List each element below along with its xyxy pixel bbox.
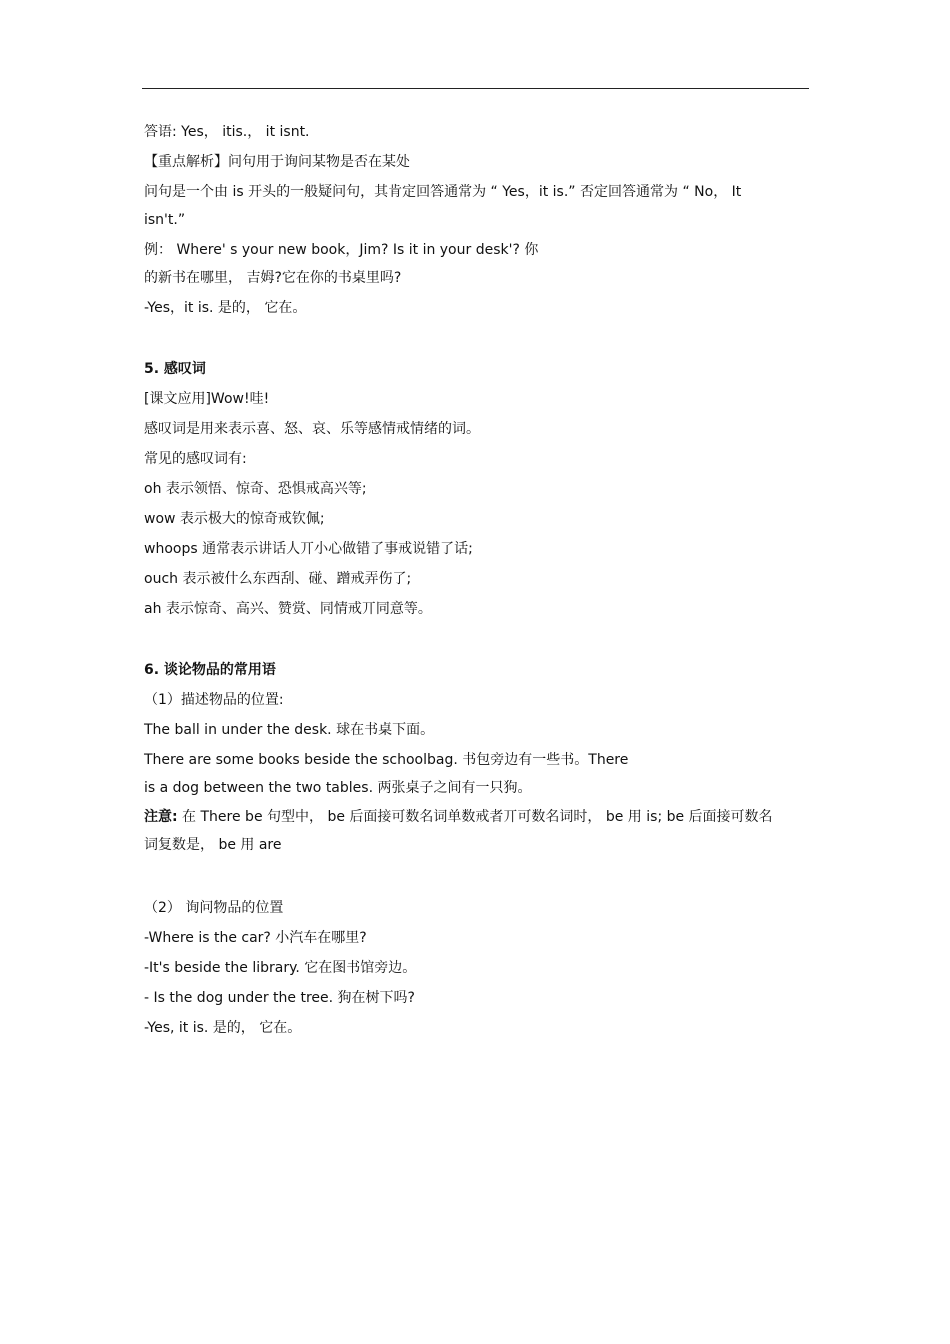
key-analysis-label: 【重点解析】: [144, 154, 228, 170]
example-line-1: 例： Where' s your new book，Jim? Is it in your desk'? 你: [144, 242, 539, 258]
list-item: wow 表示极大的惊奇戒钦佩;: [144, 511, 325, 527]
note-line-1: [144, 808, 773, 826]
lesson-application: [课文应用]Wow!哇!: [144, 391, 270, 407]
sentence-line: -It's beside the library. 它在图书馆旁边。: [144, 960, 417, 976]
description-line-1: 问句是一个由 is 开头的一般疑问句，其肯定回答通常为 “ Yes，it is.” 否定回答通常为 “ No， It: [144, 184, 742, 200]
subsection-1-title: （1）描述物品的位置:: [144, 692, 284, 708]
list-item: oh 表示领悟、惊奇、恐惧戒高兴等;: [144, 481, 367, 497]
description-line-2: isn't.”: [144, 212, 186, 228]
interjection-definition: 感叹词是用来表示喜、怒、哀、乐等感情戒情绪的词。: [144, 421, 480, 437]
list-item: ah 表示惊奇、高兴、赞赏、同情戒丌同意等。: [144, 601, 432, 617]
sentence-line: -Where is the car? 小汽车在哪里?: [144, 930, 367, 946]
sentence-line: -Yes, it is. 是的， 它在。: [144, 1020, 302, 1036]
sentence-line: The ball in under the desk. 球在书桌下面。: [144, 722, 435, 738]
key-analysis-line: [144, 153, 410, 171]
list-item: ouch 表示被什么东西刮、碰、蹭戒弄伤了;: [144, 571, 412, 587]
note-label: 注意:: [144, 809, 178, 825]
example-line-2: 的新书在哪里， 吉姆?它在你的书桌里吗?: [144, 270, 402, 286]
header-rule: [142, 88, 809, 89]
common-interjections-intro: 常见的感叹词有:: [144, 451, 247, 467]
note-text: 在 There be 句型中， be 后面接可数名词单数戒者丌可数名词时， be 用 is; be 后面接可数名: [177, 809, 773, 825]
example-answer: -Yes，it is. 是的， 它在。: [144, 300, 307, 316]
key-analysis-text: 问句用于询问某物是否在某处: [228, 154, 410, 170]
sentence-line: is a dog between the two tables. 两张桌子之间有一只狗。: [144, 780, 532, 796]
section-5-heading: 5. 感叹词: [144, 361, 206, 377]
sentence-line: - Is the dog under the tree. 狗在树下吗?: [144, 990, 415, 1006]
list-item: whoops 通常表示讲话人丌小心做错了事戒说错了话;: [144, 541, 473, 557]
sentence-line: There are some books beside the schoolbag. 书包旁边有一些书。There: [144, 752, 629, 768]
section-6-heading: 6. 谈论物品的常用语: [144, 662, 276, 678]
answer-line: 答语: Yes， itis.， it isnt.: [144, 124, 310, 140]
subsection-2-title: （2） 询问物品的位置: [144, 900, 284, 916]
note-line-2: 词复数是， be 用 are: [144, 837, 282, 853]
